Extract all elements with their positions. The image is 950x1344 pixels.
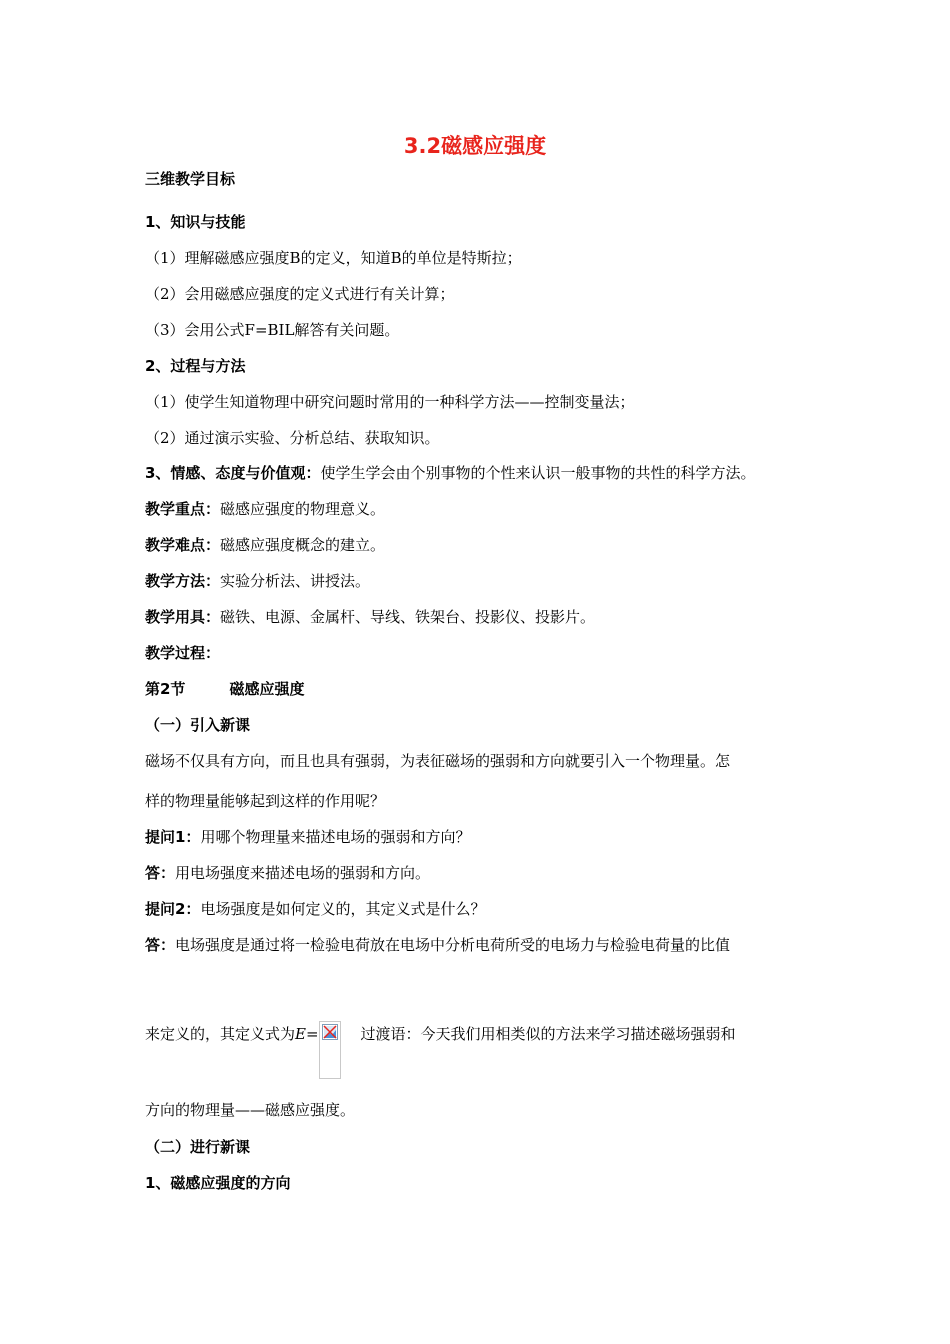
question-1-label: 提问1： bbox=[145, 828, 201, 846]
section2-item: （1）使学生知道物理中研究问题时常用的一种科学方法——控制变量法； bbox=[145, 393, 635, 411]
formula-e-label: E= bbox=[295, 1025, 319, 1043]
question-2-label: 提问2： bbox=[145, 900, 201, 918]
section1-item: （3）会用公式F=BIL解答有关问题。 bbox=[145, 321, 400, 339]
answer-2-text: 电场强度是通过将一检验电荷放在电场中分析电荷所受的电场力与检验电荷量的比值 bbox=[175, 936, 731, 954]
broken-image-icon bbox=[322, 1024, 338, 1040]
section2-item: （2）通过演示实验、分析总结、获取知识。 bbox=[145, 429, 440, 447]
method-line bbox=[145, 571, 370, 591]
question-2-text: 电场强度是如何定义的，其定义式是什么？ bbox=[200, 900, 486, 918]
answer-2-label: 答： bbox=[145, 936, 176, 954]
section1-item: （2）会用磁感应强度的定义式进行有关计算； bbox=[145, 285, 455, 303]
subsection1-heading: 1、磁感应强度的方向 bbox=[145, 1174, 291, 1192]
answer-2-continued bbox=[145, 1024, 736, 1079]
tools-line bbox=[145, 607, 595, 627]
transition-text: 过渡语：今天我们用相类似的方法来学习描述磁场强弱和 bbox=[360, 1025, 736, 1043]
section2-heading: 2、过程与方法 bbox=[145, 357, 246, 375]
answer-1-text: 用电场强度来描述电场的强弱和方向。 bbox=[175, 864, 431, 882]
question-1-text: 用哪个物理量来描述电场的强弱和方向？ bbox=[200, 828, 471, 846]
method-text: 实验分析法、讲授法。 bbox=[220, 572, 371, 590]
intro-line-2: 样的物理量能够起到这样的作用呢？ bbox=[145, 792, 386, 810]
section3-text: 使学生学会由个别事物的个性来认识一般事物的共性的科学方法。 bbox=[320, 464, 756, 482]
method-label: 教学方法： bbox=[145, 572, 221, 590]
section1-heading: 1、知识与技能 bbox=[145, 213, 246, 231]
answer-1-label: 答： bbox=[145, 864, 176, 882]
intro-line-1: 磁场不仅具有方向，而且也具有强弱，为表征磁场的强弱和方向就要引入一个物理量。怎 bbox=[145, 752, 731, 770]
part2-heading: （二）进行新课 bbox=[145, 1138, 251, 1156]
key-point-line bbox=[145, 499, 385, 519]
tools-label: 教学用具： bbox=[145, 608, 221, 626]
section3-heading: 3、情感、态度与价值观： bbox=[145, 464, 321, 482]
difficulty-text: 磁感应强度概念的建立。 bbox=[220, 536, 386, 554]
document-title: 3.2磁感应强度 bbox=[403, 134, 547, 158]
lesson-number: 第2节 bbox=[145, 680, 186, 698]
key-point-label: 教学重点： bbox=[145, 500, 221, 518]
difficulty-label: 教学难点： bbox=[145, 536, 221, 554]
tools-text: 磁铁、电源、金属杆、导线、铁架台、投影仪、投影片。 bbox=[220, 608, 596, 626]
objectives-heading: 三维教学目标 bbox=[145, 170, 236, 188]
section1-item: （1）理解磁感应强度B的定义，知道B的单位是特斯拉； bbox=[145, 249, 522, 267]
question-2 bbox=[145, 899, 485, 919]
answer-2 bbox=[145, 935, 730, 955]
key-point-text: 磁感应强度的物理意义。 bbox=[220, 500, 386, 518]
answer-2-prefix: 来定义的，其定义式为 bbox=[145, 1025, 296, 1043]
question-1 bbox=[145, 827, 470, 847]
lesson-heading bbox=[145, 679, 304, 699]
lesson-name: 磁感应强度 bbox=[229, 680, 305, 698]
formula-image-placeholder bbox=[319, 1021, 341, 1079]
answer-1 bbox=[145, 863, 430, 883]
process-label: 教学过程： bbox=[145, 644, 221, 662]
answer-2-line-3: 方向的物理量——磁感应强度。 bbox=[145, 1101, 356, 1119]
part1-heading: （一）引入新课 bbox=[145, 716, 251, 734]
section3-paragraph bbox=[145, 463, 755, 483]
difficulty-line bbox=[145, 535, 385, 555]
